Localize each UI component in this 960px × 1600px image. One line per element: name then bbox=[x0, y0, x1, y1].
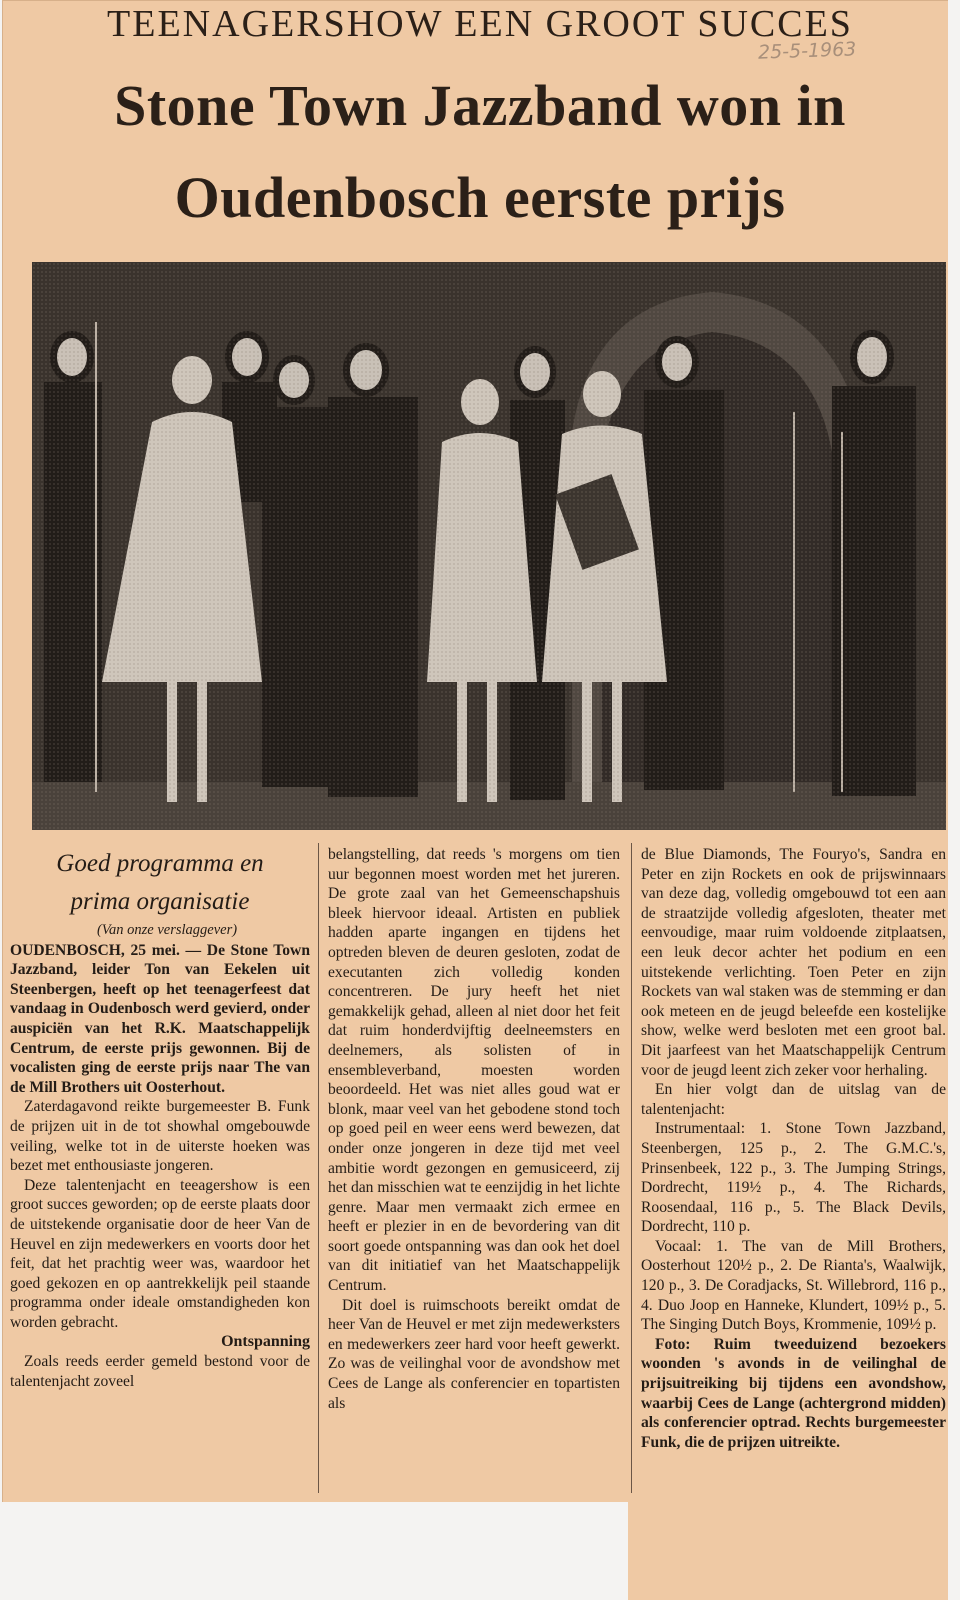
lead-paragraph: OUDENBOSCH, 25 mei. — De Stone Town Jazzband, leider Ton van Eekelen uit Steenbergen, heeft op het teenagerfeest dat vandaag in Oudenbosch werd gevierd, onder auspiciën van het R.K. Maatschappelijk Centrum, de eerste prijs gewonnen. Bij de vocalisten ging de eerste prijs naar The van de Mill Brothers uit Oosterhout. bbox=[10, 941, 310, 1096]
kicker-headline: TEENAGERSHOW EEN GROOT SUCCES bbox=[107, 3, 853, 45]
photo-illustration bbox=[32, 262, 946, 830]
article-column-1 bbox=[10, 845, 310, 1391]
body-paragraph: de Blue Diamonds, The Fouryo's, Sandra en Peter en zijn Rockets en ook de prijswinnaars van deze dag, volledig omgebouwd tot een aan de straatzijde volledig afgesloten, theater met eenvoudige, maar ruim voldoende zitplaatsen, een leuk decor achter het podium en een uitstekende verlichting. Toen Peter en zijn Rockets van wal staken was de stemming er dan ook meteen en de jeugd beleefde een kostelijke show, welke werd besloten met een groot bal. Dit jaarfeest van het Maatschappelijk Centrum voor de jeugd leent zich zeker voor herhaling. bbox=[641, 846, 946, 1079]
body-paragraph: Zaterdagavond reikte burgemeester B. Funk de prijzen uit in de tot showhal omgebouwde veiling, welke tot in de uiterste hoeken was bezet met enthousiaste jongeren. bbox=[10, 1098, 310, 1175]
group-photo bbox=[32, 262, 946, 830]
subhead-line-1: Goed programma en bbox=[56, 850, 264, 877]
handwritten-date: 25-5-1963 bbox=[757, 38, 857, 64]
results-vocal: Vocaal: 1. The van de Mill Brothers, Oosterhout 120½ p., 2. De Rianta's, Waalwijk, 120 p., 3. De Coradjacks, St. Willebrord, 116 p., 4. Duo Joop en Hanneke, Klundert, 109½ p., 5. The Singing Dutch Boys, Krommenie, 109½ p. bbox=[641, 1237, 946, 1334]
column-rule-2 bbox=[631, 843, 632, 1493]
body-paragraph: Dit doel is ruimschoots bereikt omdat de heer Van de Heuvel er met zijn medewerksters en medewerkers zeer hard voor heeft gewerkt. Zo was de veilinghal voor de avondshow met Cees de Lange als conferencier en topartisten als bbox=[328, 1296, 620, 1412]
results-instrumental: Instrumentaal: 1. Stone Town Jazzband, Steenbergen, 125 p., 2. The G.M.C.'s, Prinsenbeek, 122 p., 3. The Jumping Strings, Dordrecht, 119½ p., 4. The Richards, Roosendaal, 116 p., 5. The Black Devils, Dordrecht, 110 p. bbox=[641, 1120, 946, 1236]
column-rule-1 bbox=[318, 843, 319, 1493]
body-paragraph: Zoals reeds eerder gemeld bestond voor de talentenjacht zoveel bbox=[10, 1353, 310, 1390]
article-column-3 bbox=[641, 845, 946, 1452]
crosshead: Ontspanning bbox=[221, 1333, 310, 1351]
subhead-line-2: prima organisatie bbox=[70, 888, 250, 915]
byline: (Van onze verslaggever) bbox=[96, 922, 238, 938]
article-column-2 bbox=[328, 845, 620, 1413]
headline-line-1: Stone Town Jazzband won in bbox=[114, 73, 846, 138]
main-headline bbox=[10, 60, 950, 244]
photo-caption: Foto: Ruim tweeduizend bezoekers woonden 's avonds in de veilinghal de prijsuitreiking bij tijdens een avondshow, waarbij Cees de Lange (achtergrond midden) als conferencier optrad. Rechts burgemeester Funk, die de prijzen uitreikte. bbox=[641, 1335, 946, 1451]
body-paragraph: Deze talentenjacht en teeagershow is een groot succes geworden; op de eerste plaats door de uitstekende organisatie door de heer Van de Heuvel en zijn medewerkers en voorts door het feit, dat het prachtig weer was, waardoor het goed gekozen en op aantrekkelijk peil staande programma onder ideale omstandigheden kon worden gebracht. bbox=[10, 1176, 310, 1331]
body-paragraph: En hier volgt dan de uitslag van de talentenjacht: bbox=[641, 1081, 946, 1118]
newspaper-clipping-tail bbox=[628, 1495, 948, 1600]
subheadline bbox=[10, 845, 310, 921]
headline-line-2: Oudenbosch eerste prijs bbox=[174, 165, 786, 230]
body-paragraph: belangstelling, dat reeds 's morgens om tien uur begonnen moest worden met het jureren. De grote zaal van het Gemeenschapshuis bleek hiervoor ideaal. Artisten en publiek hadden aparte ingangen en tijdens het optreden bleven de deuren gesloten, zodat de executanten zich volledig konden concentreren. De jury heeft het niet gemakkelijk gehad, alleen al niet door het feit dat ruim honderdvijftig deelneemsters en deelnemers, als solisten of in ensembleverband, moesten worden beoordeeld. Het was niet alles goud wat er blonk, maar veel van het gebodene stond toch op goed peil en weer eens werd bewezen, dat onder onze jongeren in deze tijd met veel ambitie wordt gezongen en gemusiceerd, zij het dan misschien wat te eenzijdig in het lichte genre. Maar men vermaakt zich ermee en heeft er plezier in en de bevordering van dit soort goede ontspanning was dan ook het doel van dit initiatief van het Maatschappelijk Centrum. bbox=[328, 846, 620, 1295]
